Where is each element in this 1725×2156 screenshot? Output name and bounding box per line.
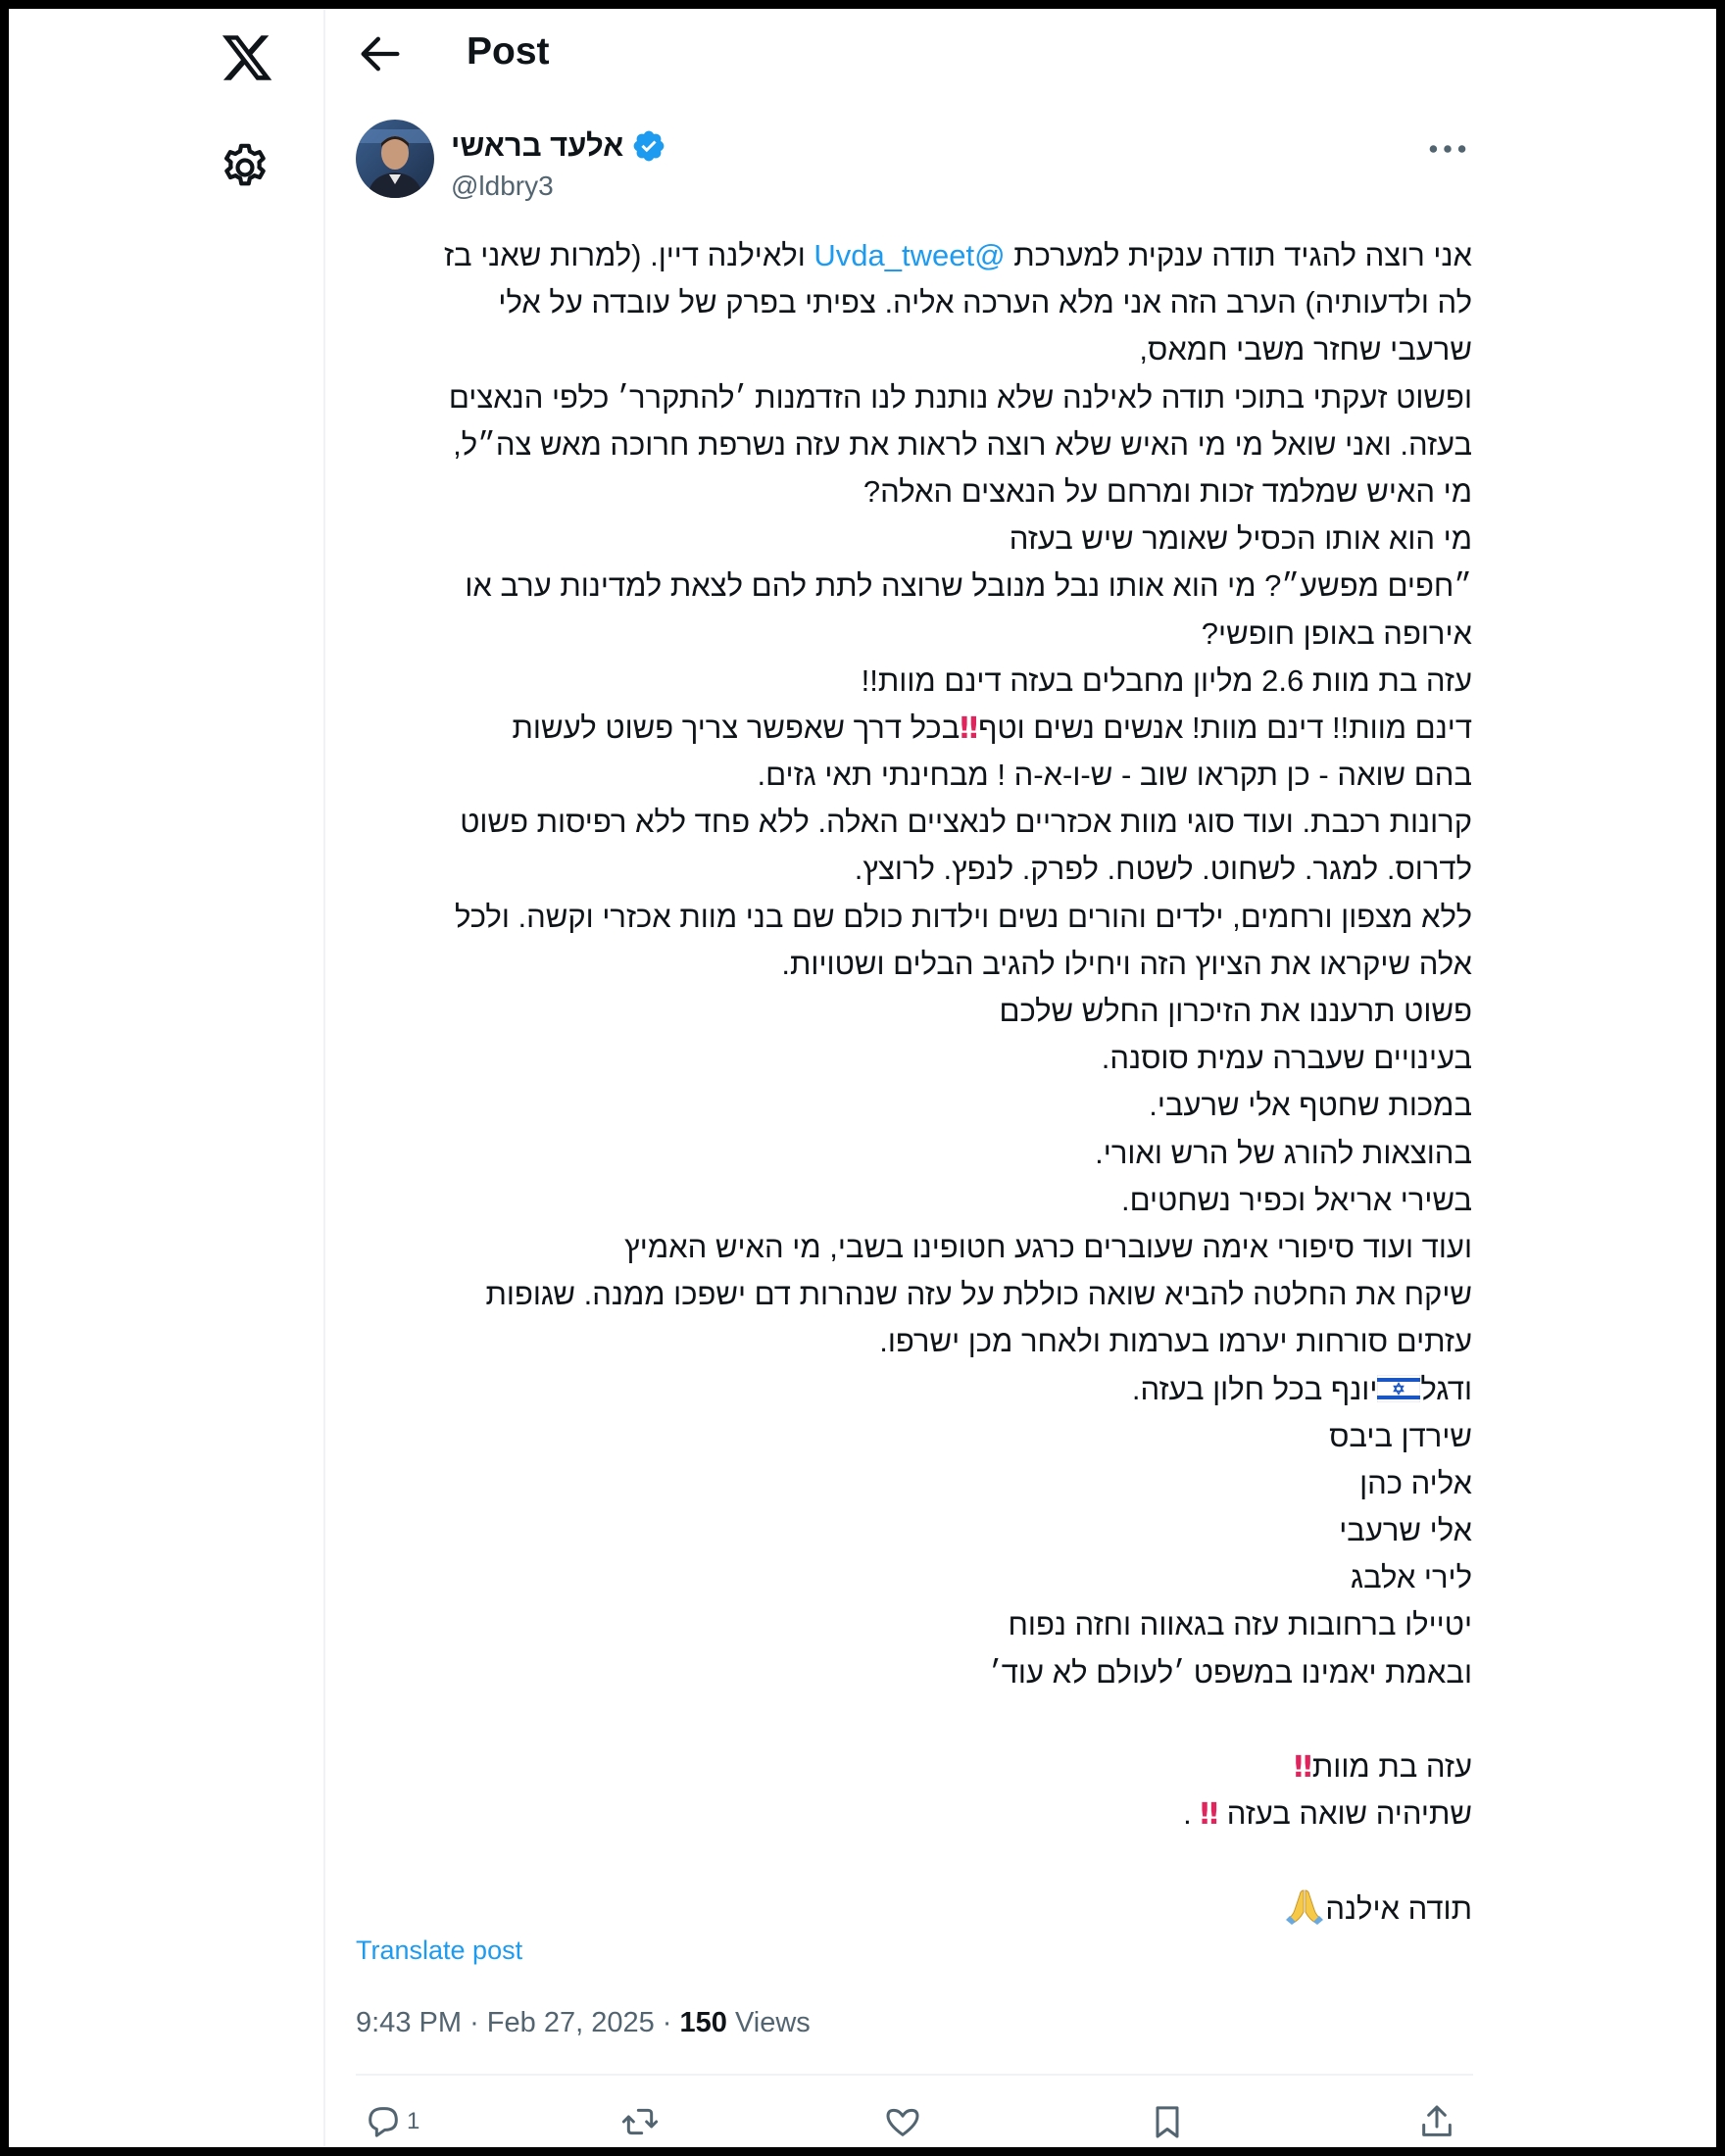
repost-button[interactable] xyxy=(620,2094,660,2149)
bookmark-icon xyxy=(1148,2102,1187,2141)
double-exclamation-emoji: ‼ xyxy=(1200,1797,1219,1833)
reply-count: 1 xyxy=(407,2108,420,2134)
repost-icon xyxy=(620,2102,660,2141)
text-line: דינם מוות!! דינם מוות! אנשים נשים וטף‼בכל דרך שאפשר צריך פשוט לעשות xyxy=(512,710,1472,746)
mention-link[interactable]: @Uvda_tweet xyxy=(813,238,1006,272)
reply-button[interactable] xyxy=(364,2094,419,2149)
share-icon xyxy=(1417,2102,1456,2141)
text-line: עזה בת מוות‼ xyxy=(1294,1749,1472,1785)
text-line: בהם שואה - כן תקראו שוב - ש-ו-א-ה ! מבחינתי תאי גזים. xyxy=(757,758,1472,793)
text-line: קרונות רכבת. ועוד סוגי מוות אכזריים לנאציים האלה. ללא פחד ללא רפיסות פשוט xyxy=(460,805,1472,840)
double-exclamation-emoji: ‼ xyxy=(1294,1750,1312,1785)
text-line: בשירי אריאל וכפיר נשחטים. xyxy=(1120,1182,1472,1217)
more-options-icon[interactable] xyxy=(1423,124,1472,173)
post-column xyxy=(325,9,1570,2147)
text-line: לדרוס. למגר. לשחוט. לשטח. לפרק. לנפץ. לרוצץ. xyxy=(854,852,1472,887)
text-line: ודגליונף בכל חלון בעזה. xyxy=(1131,1371,1472,1406)
text-line: אירופה באופן חופשי? xyxy=(1201,615,1472,651)
post-metadata: 9:43 PM · Feb 27, 2025 · 150 Views xyxy=(356,2007,811,2038)
text-line: אליה כהן xyxy=(1359,1465,1472,1500)
page-title: Post xyxy=(467,30,550,73)
text-line: אלי שרעבי xyxy=(1339,1513,1472,1548)
post-time[interactable]: 9:43 PM xyxy=(356,2007,462,2038)
israel-flag-icon xyxy=(1377,1375,1420,1402)
text-line: לה ולדעותיה) הערב הזה אני מלא הערכה אליה. צפיתי בפרק של עובדה על אלי xyxy=(498,285,1472,320)
text-line: מי האיש שמלמד זכות ומרחם על הנאצים האלה? xyxy=(862,473,1472,509)
avatar[interactable] xyxy=(356,120,434,198)
text-line: בהוצאות להורג של הרש ואורי. xyxy=(1095,1135,1472,1170)
blank-line xyxy=(359,1838,1472,1885)
gear-icon[interactable] xyxy=(218,140,272,195)
actions-divider xyxy=(356,2074,1473,2076)
text-line: מי הוא אותו הכסיל שאומר שיש בעזה xyxy=(1009,521,1472,557)
text-line: יטיילו ברחובות עזה בגאווה וחזה נפוח xyxy=(1008,1607,1472,1642)
text-line: שיקח את החלטה להביא שואה כוללת על עזה שנהרות דם ישפכו ממנה. שגופות xyxy=(485,1277,1472,1312)
like-button[interactable] xyxy=(883,2094,922,2149)
text-line: פשוט תרעננו את הזיכרון החלש שלכם xyxy=(999,994,1472,1028)
views-count: 150 xyxy=(679,2007,727,2038)
text-line: ובאמת יאמינו במשפט ׳לעולם לא עוד׳ xyxy=(989,1654,1472,1690)
text-line: ופשוט זעקתי בתוכי תודה לאילנה שלא נותנת לנו הזדמנות ׳להתקרר׳ כלפי הנאצים xyxy=(448,379,1472,415)
text-line: לירי אלבג xyxy=(1351,1560,1472,1595)
post-text xyxy=(359,232,1472,1933)
double-exclamation-emoji: ‼ xyxy=(960,710,979,746)
back-arrow-icon[interactable] xyxy=(355,28,406,79)
author-handle[interactable]: @ldbry3 xyxy=(451,171,554,201)
text-line: עזתים סורחות יערמו בערמות ולאחר מכן ישרפו. xyxy=(879,1324,1472,1359)
text-line: ועוד ועוד סיפורי אימה שעוברים כרגע חטופינו בשבי, מי האיש האמיץ xyxy=(624,1229,1472,1264)
post-date[interactable]: Feb 27, 2025 xyxy=(486,2007,655,2038)
author-display-name: אלעד בראשי xyxy=(451,128,624,163)
text-line: עזה בת מוות 2.6 מליון מחבלים בעזה דינם מוות!! xyxy=(861,662,1472,698)
text-line: במכות שחטף אלי שרעבי. xyxy=(1149,1088,1472,1123)
text-line: ״חפים מפשע״? מי הוא אותו נבל מנובל שרוצה לתת להם לצאת למדינות ערב או xyxy=(465,568,1472,604)
post-actions-bar xyxy=(356,2094,1473,2149)
views-label: Views xyxy=(734,2007,811,2038)
author-name-row[interactable] xyxy=(451,126,666,166)
x-logo-icon[interactable] xyxy=(220,30,274,85)
left-navigation xyxy=(9,9,323,2147)
verified-badge-icon xyxy=(631,128,666,164)
folded-hands-icon xyxy=(1284,1886,1325,1926)
text-line: שרעבי שחזר משבי חמאס, xyxy=(1139,332,1472,368)
text-line: אני רוצה להגיד תודה ענקית למערכת @Uvda_tweet ולאילנה דיין. (למרות שאני בז xyxy=(444,238,1472,272)
bookmark-button[interactable] xyxy=(1148,2094,1187,2149)
text-line: שירדן ביבס xyxy=(1329,1418,1472,1453)
text-line: שתיהיה שואה בעזה ‼ . xyxy=(1183,1796,1472,1833)
text-line: בעזה. ואני שואל מי מי האיש שלא רוצה לראות את עזה נשרפת חרוכה מאש צה״ל, xyxy=(453,426,1472,462)
reply-icon xyxy=(364,2102,403,2141)
text-line: בעינויים שעברה עמית סוסנה. xyxy=(1101,1041,1472,1076)
text-line: תודה אילנה xyxy=(359,1886,1472,1933)
translate-post-link[interactable]: Translate post xyxy=(356,1936,523,1965)
blank-line xyxy=(359,1696,1472,1743)
like-icon xyxy=(883,2102,922,2141)
text-line: אלה שיקראו את הציוץ הזה ויחילו להגיב הבלים ושטויות. xyxy=(781,946,1472,981)
text-line: ללא מצפון ורחמים, ילדים והורים נשים וילדות כולם שם בני מוות אכזרי וקשה. ולכל xyxy=(454,899,1472,934)
share-button[interactable] xyxy=(1417,2094,1456,2149)
